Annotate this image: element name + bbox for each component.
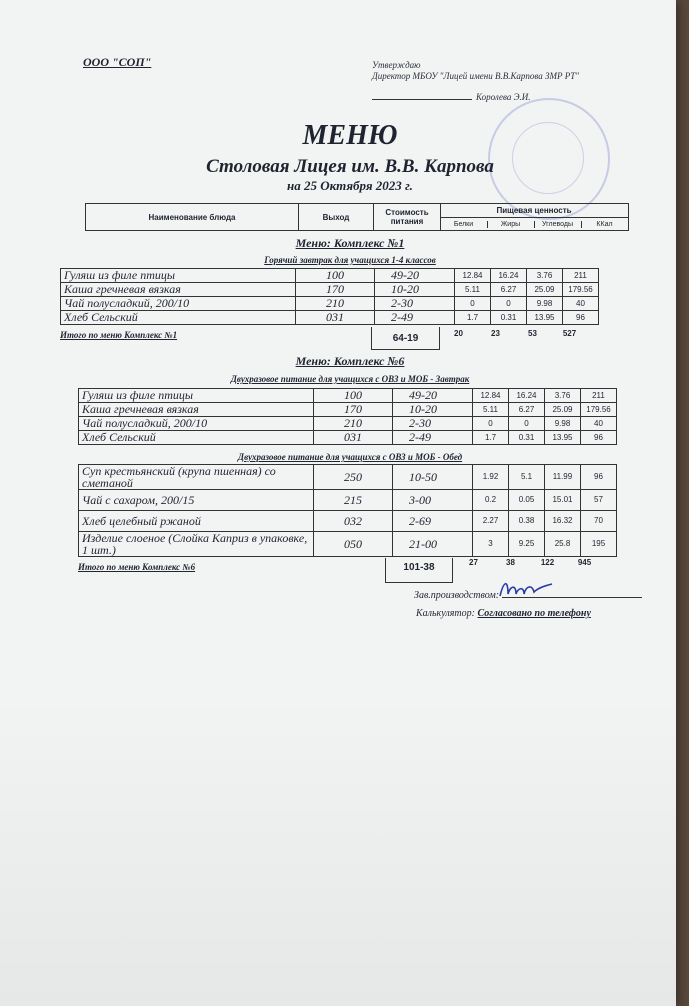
complex6-breakfast-table — [78, 388, 617, 445]
dish-yield: 031 — [314, 431, 393, 445]
complex1-total-nutrition — [440, 329, 588, 338]
dish-yield: 210 — [314, 417, 393, 431]
dish-fat: 16.24 — [509, 389, 545, 403]
col-nutrition-header — [441, 204, 628, 230]
dish-name: Чай с сахаром, 200/15 — [79, 490, 314, 511]
col-name-header: Наименование блюда — [86, 204, 299, 230]
page-title: МЕНЮ — [302, 120, 398, 151]
dish-name: Чай полусладкий, 200/10 — [61, 297, 296, 311]
dish-kcal: 179.56 — [563, 283, 599, 297]
dish-cost: 2-49 — [375, 311, 455, 325]
manager-signature — [496, 576, 556, 604]
table-row — [79, 389, 617, 403]
table-row — [79, 431, 617, 445]
dish-name: Хлеб целебный ржаной — [79, 511, 314, 532]
manager-label: Зав.производством: — [414, 590, 500, 601]
dish-name: Гуляш из филе птицы — [79, 389, 314, 403]
dish-protein: 1.92 — [473, 465, 509, 490]
dish-cost: 10-20 — [393, 403, 473, 417]
dish-cost: 49-20 — [375, 269, 455, 283]
dish-carbs: 9.98 — [527, 297, 563, 311]
dish-fat: 0.05 — [509, 490, 545, 511]
dish-cost: 2-49 — [393, 431, 473, 445]
dish-cost: 2-30 — [393, 417, 473, 431]
dish-name: Изделие слоеное (Слойка Каприз в упаковке, 1 шт.) — [79, 532, 314, 557]
organization-name: ООО "СОП" — [83, 55, 152, 69]
complex6-total-cost: 101-38 — [385, 558, 453, 583]
dish-protein: 1.7 — [473, 431, 509, 445]
dish-kcal: 179.56 — [581, 403, 617, 417]
dish-protein: 1.7 — [455, 311, 491, 325]
dish-name: Чай полусладкий, 200/10 — [79, 417, 314, 431]
dish-yield: 100 — [296, 269, 375, 283]
complex6-lunch-table — [78, 464, 617, 557]
dish-fat: 6.27 — [491, 283, 527, 297]
complex1-table — [60, 268, 599, 325]
dish-name: Каша гречневая вязкая — [79, 403, 314, 417]
complex6-total-kcal: 945 — [577, 558, 592, 567]
dish-name: Каша гречневая вязкая — [61, 283, 296, 297]
dish-cost: 2-30 — [375, 297, 455, 311]
approve-signature-line — [372, 99, 472, 100]
dish-fat: 0 — [491, 297, 527, 311]
complex6-title: Меню: Комплекс №6 — [295, 354, 405, 368]
dish-carbs: 13.95 — [527, 311, 563, 325]
complex1-subtitle: Горячий завтрак для учащихся 1-4 классов — [264, 255, 436, 265]
dish-protein: 0 — [455, 297, 491, 311]
dish-cost: 10-20 — [375, 283, 455, 297]
col-kcal: ККал — [596, 220, 613, 228]
dish-cost: 2-69 — [393, 511, 473, 532]
dish-fat: 0.38 — [509, 511, 545, 532]
col-cost-header: Стоимость питания — [374, 204, 441, 230]
menu-date: на 25 Октября 2023 г. — [287, 178, 413, 193]
dish-carbs: 16.32 — [545, 511, 581, 532]
calculator-label: Калькулятор: — [416, 608, 475, 619]
dish-protein: 2.27 — [473, 511, 509, 532]
table-row — [79, 403, 617, 417]
dish-fat: 0.31 — [491, 311, 527, 325]
dish-protein: 12.84 — [455, 269, 491, 283]
dish-name: Хлеб Сельский — [61, 311, 296, 325]
dish-carbs: 3.76 — [545, 389, 581, 403]
complex6-total-protein: 27 — [469, 558, 478, 567]
dish-kcal: 96 — [581, 465, 617, 490]
approve-name: Королева Э.И. — [476, 92, 531, 102]
table-row — [79, 532, 617, 557]
table-row — [61, 311, 599, 325]
complex1-total-fat: 23 — [491, 329, 500, 338]
dish-protein: 0.2 — [473, 490, 509, 511]
complex1-title: Меню: Комплекс №1 — [295, 236, 405, 250]
calculator-line — [416, 608, 591, 619]
approve-label: Утверждаю — [372, 60, 421, 70]
approval-block — [372, 60, 627, 103]
complex6-total-label: Итого по меню Комплекс №6 — [78, 562, 196, 572]
complex1-total-carbs: 53 — [528, 329, 537, 338]
dish-kcal: 40 — [563, 297, 599, 311]
dish-protein: 3 — [473, 532, 509, 557]
dish-fat: 5.1 — [509, 465, 545, 490]
complex6-breakfast-subtitle: Двухразовое питание для учащихся с ОВЗ и МОБ - Завтрак — [230, 374, 470, 384]
dish-name: Хлеб Сельский — [79, 431, 314, 445]
table-row — [61, 297, 599, 311]
dish-cost: 49-20 — [393, 389, 473, 403]
dish-kcal: 70 — [581, 511, 617, 532]
dish-yield: 250 — [314, 465, 393, 490]
complex6-total-carbs: 122 — [540, 558, 555, 567]
dish-fat: 9.25 — [509, 532, 545, 557]
table-row — [79, 465, 617, 490]
dish-yield: 100 — [314, 389, 393, 403]
table-row — [61, 283, 599, 297]
dish-yield: 170 — [296, 283, 375, 297]
dish-fat: 16.24 — [491, 269, 527, 283]
dish-kcal: 96 — [563, 311, 599, 325]
dish-carbs: 25.09 — [527, 283, 563, 297]
dish-carbs: 25.09 — [545, 403, 581, 417]
dish-fat: 0 — [509, 417, 545, 431]
dish-carbs: 3.76 — [527, 269, 563, 283]
dish-protein: 5.11 — [455, 283, 491, 297]
complex1-total-protein: 20 — [454, 329, 463, 338]
dish-yield: 215 — [314, 490, 393, 511]
col-carbs: Углеводы — [535, 221, 582, 228]
dish-protein: 0 — [473, 417, 509, 431]
dish-fat: 6.27 — [509, 403, 545, 417]
canteen-name: Столовая Лицея им. В.В. Карпова — [206, 156, 494, 177]
dish-cost: 10-50 — [393, 465, 473, 490]
table-row — [79, 511, 617, 532]
dish-carbs: 11.99 — [545, 465, 581, 490]
dish-yield: 210 — [296, 297, 375, 311]
approve-position: Директор МБОУ "Лицей имени В.В.Карпова ЗМР РТ" — [372, 71, 579, 81]
table-row — [79, 490, 617, 511]
complex1-total-label: Итого по меню Комплекс №1 — [60, 330, 178, 340]
complex6-total-fat: 38 — [506, 558, 515, 567]
complex1-total-cost: 64-19 — [371, 327, 440, 350]
dish-name: Суп крестьянский (крупа пшенная) со сметаной — [79, 465, 314, 490]
dish-cost: 3-00 — [393, 490, 473, 511]
dish-kcal: 211 — [563, 269, 599, 283]
dish-protein: 5.11 — [473, 403, 509, 417]
dish-yield: 032 — [314, 511, 393, 532]
complex1-total-kcal: 527 — [562, 329, 577, 338]
table-header — [85, 203, 629, 231]
dish-yield: 050 — [314, 532, 393, 557]
complex6-total-nutrition — [455, 558, 603, 567]
dish-cost: 21-00 — [393, 532, 473, 557]
dish-kcal: 57 — [581, 490, 617, 511]
dish-protein: 12.84 — [473, 389, 509, 403]
col-protein: Белки — [441, 221, 488, 228]
table-row — [61, 269, 599, 283]
dish-kcal: 211 — [581, 389, 617, 403]
table-row — [79, 417, 617, 431]
dish-kcal: 40 — [581, 417, 617, 431]
col-yield-header: Выход — [299, 204, 374, 230]
dish-yield: 031 — [296, 311, 375, 325]
dish-yield: 170 — [314, 403, 393, 417]
dish-kcal: 96 — [581, 431, 617, 445]
dish-carbs: 13.95 — [545, 431, 581, 445]
dish-carbs: 15.01 — [545, 490, 581, 511]
dish-fat: 0.31 — [509, 431, 545, 445]
calculator-value: Согласовано по телефону — [477, 608, 591, 619]
dish-name: Гуляш из филе птицы — [61, 269, 296, 283]
dish-carbs: 25.8 — [545, 532, 581, 557]
dish-kcal: 195 — [581, 532, 617, 557]
col-fat: Жиры — [488, 221, 535, 228]
complex6-lunch-subtitle: Двухразовое питание для учащихся с ОВЗ и МОБ - Обед — [237, 452, 463, 462]
dish-carbs: 9.98 — [545, 417, 581, 431]
nutrition-label: Пищевая ценность — [441, 204, 629, 218]
page-shadow — [0, 700, 676, 1006]
